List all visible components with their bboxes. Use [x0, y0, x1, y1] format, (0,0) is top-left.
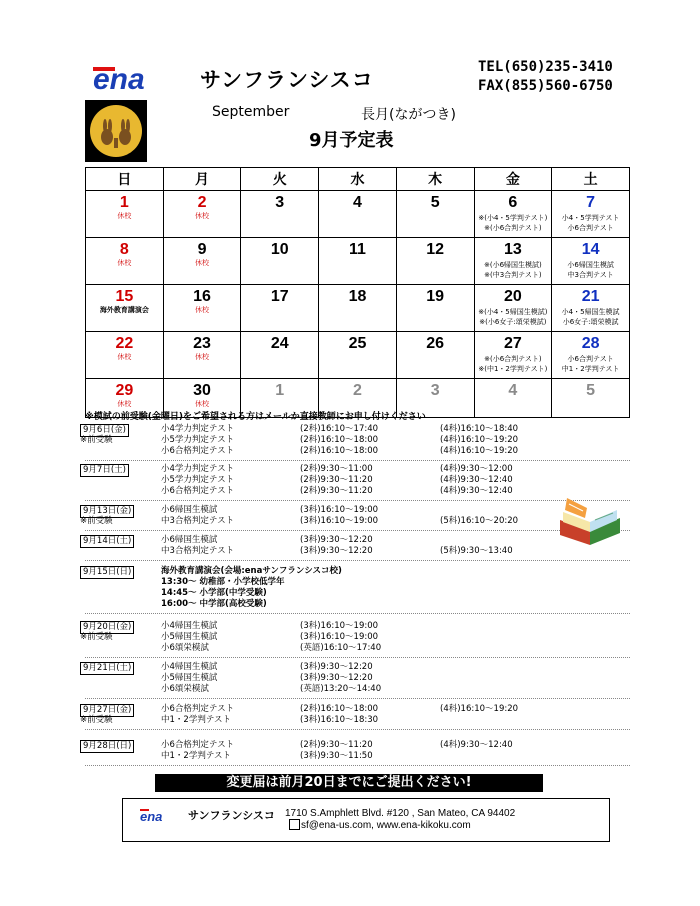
schedule-block [80, 704, 640, 726]
calendar-week-row [86, 332, 630, 379]
schedule-exam: 16:00〜 中学部(高校受験) [161, 599, 267, 609]
exam-note: ※(小6帰国生模試) [483, 261, 542, 269]
day-number: 2 [353, 382, 362, 399]
schedule-row [80, 751, 640, 762]
calendar-table [85, 167, 630, 418]
schedule-exam: 中1・2学判テスト [161, 751, 231, 761]
calendar-day-cell [86, 191, 164, 238]
event-label: 海外教育講演会 [99, 306, 149, 314]
schedule-row [80, 566, 640, 577]
schedule-time-a: (2科)16:10〜18:00 [300, 446, 379, 456]
day-number: 14 [581, 241, 600, 258]
dotted-divider [85, 530, 630, 531]
day-number: 26 [426, 335, 445, 352]
schedule-row [80, 475, 640, 486]
schedule-exam: 小6合格判定テスト [161, 486, 235, 496]
schedule-row [80, 577, 640, 588]
schedule-time-a: (2科)16:10〜18:00 [300, 704, 379, 714]
schedule-block [80, 621, 640, 654]
schedule-date: 9月28日(日) [80, 740, 134, 753]
schedule-row [80, 715, 640, 726]
day-number: 20 [503, 288, 522, 305]
calendar-day-cell [552, 379, 630, 418]
schedule-date: 9月6日(金) [80, 424, 129, 437]
schedule-time-a: (3科)9:30〜12:20 [300, 546, 373, 556]
schedule-time-a: (3科)9:30〜11:50 [300, 751, 373, 761]
weekday-header: 水 [319, 168, 397, 191]
schedule-row [80, 588, 640, 599]
schedule-exam: 小4学力判定テスト [161, 424, 235, 434]
schedule-exam: 小4学力判定テスト [161, 464, 235, 474]
schedule-block [80, 740, 640, 762]
day-number: 3 [275, 194, 285, 211]
svg-text:ena: ena [93, 63, 145, 92]
schedule-exam: 小6頌栄模試 [161, 643, 209, 653]
weekday-header: 土 [552, 168, 630, 191]
exam-note: 小6合判テスト [567, 355, 614, 363]
day-number: 12 [426, 241, 445, 258]
brand-name: サンフランシスコ [200, 68, 374, 92]
exam-note: 小4・5帰国生模試 [561, 308, 620, 316]
footer-contact: sf@ena-us.com, www.ena-kikoku.com [301, 820, 471, 831]
schedule-date: ※前受験 [80, 715, 113, 725]
calendar-day-cell [474, 238, 552, 285]
day-number: 4 [508, 382, 518, 399]
calendar-day-cell [396, 238, 474, 285]
schedule-exam: 14:45〜 小学部(中学受験) [161, 588, 267, 598]
ena-logo [93, 62, 191, 92]
footer-ena-logo [140, 808, 182, 822]
calendar-day-cell [474, 191, 552, 238]
schedule-row [80, 632, 640, 643]
day-number: 3 [430, 382, 440, 399]
schedule-row [80, 424, 640, 435]
schedule-exam: 小6合格判定テスト [161, 446, 235, 456]
calendar-week-row [86, 191, 630, 238]
day-number: 29 [115, 382, 134, 399]
exam-note: 小6女子:頌栄模試 [562, 318, 619, 326]
schedule-date: 9月27日(金) [80, 704, 134, 717]
exam-note: ※(小6合判テスト) [484, 355, 542, 363]
schedule-exam: 小5帰国生模試 [161, 632, 218, 642]
schedule-exam: 小5帰国生模試 [161, 673, 218, 683]
day-number: 7 [586, 194, 596, 211]
schedule-time-a: (2科)16:10〜18:00 [300, 435, 379, 445]
day-number: 11 [349, 241, 366, 258]
page-title: 9月予定表 [309, 130, 394, 151]
schedule-time-a: (2科)9:30〜11:20 [300, 486, 373, 496]
schedule-exam: 中3合格判定テスト [161, 546, 235, 556]
calendar-day-cell [163, 238, 241, 285]
schedule-time-b: (4科)16:10〜19:20 [440, 704, 519, 714]
day-number: 1 [119, 194, 129, 211]
calendar-day-cell [241, 238, 319, 285]
schedule-exam: 海外教育講演会(会場:enaサンフランシスコ校) [161, 566, 342, 576]
day-number: 23 [193, 335, 211, 352]
closed-label: 休校 [195, 259, 210, 267]
schedule-time-b: (5科)16:10〜20:20 [440, 516, 519, 526]
calendar-day-cell [396, 332, 474, 379]
day-number: 6 [508, 194, 518, 211]
calendar-day-cell [396, 285, 474, 332]
calendar-day-cell [241, 285, 319, 332]
calendar-day-cell [86, 332, 164, 379]
schedule-exam: 小6帰国生模試 [161, 505, 218, 515]
closed-label: 休校 [117, 400, 132, 408]
schedule-row [80, 684, 640, 695]
moon-rabbits-image [85, 100, 147, 162]
closed-label: 休校 [195, 306, 210, 314]
schedule-exam: 小5学力判定テスト [161, 475, 235, 485]
schedule-time-a: (3科)9:30〜12:20 [300, 662, 373, 672]
day-number: 1 [275, 382, 285, 399]
calendar-day-cell [474, 285, 552, 332]
calendar-day-cell [319, 332, 397, 379]
closed-label: 休校 [195, 212, 210, 220]
schedule-date: 9月21日(土) [80, 662, 134, 675]
day-number: 17 [270, 288, 289, 305]
schedule-time-a: (2科)9:30〜11:20 [300, 475, 373, 485]
calendar-day-cell [552, 332, 630, 379]
day-number: 5 [430, 194, 440, 211]
weekday-header: 木 [396, 168, 474, 191]
dotted-divider [85, 765, 630, 766]
calendar-day-cell [552, 285, 630, 332]
mail-icon [289, 819, 300, 830]
schedule-date: 9月20日(金) [80, 621, 134, 634]
tel-number: TEL(650)235-3410 [478, 59, 613, 75]
schedule-time-a: (英語)16:10〜17:40 [300, 643, 382, 653]
calendar-day-cell [319, 191, 397, 238]
svg-text:ena: ena [140, 809, 163, 822]
schedule-time-a: (2科)16:10〜17:40 [300, 424, 379, 434]
exam-note: 中1・2学判テスト [561, 365, 620, 373]
calendar-day-cell [163, 332, 241, 379]
open-book-icon [555, 490, 625, 550]
dotted-divider [85, 729, 630, 730]
schedule-exam: 中1・2学判テスト [161, 715, 231, 725]
schedule-date: ※前受験 [80, 435, 113, 445]
schedule-row [80, 673, 640, 684]
weekday-header: 日 [86, 168, 164, 191]
calendar-day-cell [552, 191, 630, 238]
dotted-divider [85, 698, 630, 699]
exam-note: 中3合判テスト [567, 271, 614, 279]
dotted-divider [85, 613, 630, 614]
day-number: 9 [197, 241, 207, 258]
weekday-header: 金 [474, 168, 552, 191]
footer-brand: サンフランシスコ [188, 809, 275, 822]
schedule-time-b: (4科)9:30〜12:40 [440, 475, 513, 485]
schedule-time-b: (4科)16:10〜19:20 [440, 446, 519, 456]
schedule-exam: 13:30〜 幼稚部・小学校低学年 [161, 577, 285, 587]
exam-note: 小4・5学判テスト [561, 214, 620, 222]
schedule-time-a: (3科)9:30〜12:20 [300, 535, 373, 545]
calendar-day-cell [241, 332, 319, 379]
day-number: 10 [270, 241, 289, 258]
closed-label: 休校 [117, 259, 132, 267]
weekday-header: 月 [163, 168, 241, 191]
schedule-exam: 小6帰国生模試 [161, 535, 218, 545]
exam-note: ※(小6合判テスト) [484, 224, 542, 232]
schedule-time-b: (4科)9:30〜12:00 [440, 464, 513, 474]
schedule-exam: 小5学力判定テスト [161, 435, 235, 445]
day-number: 25 [348, 335, 367, 352]
fax-number: FAX(855)560-6750 [478, 78, 613, 94]
calendar-body [86, 191, 630, 418]
calendar-day-cell [86, 285, 164, 332]
exam-note: ※(小4・5学判テスト) [478, 214, 548, 222]
dotted-divider [85, 500, 630, 501]
schedule-exam: 小4帰国生模試 [161, 621, 218, 631]
exam-note: ※(小6女子:頌栄模試) [479, 318, 547, 326]
schedule-time-a: (2科)9:30〜11:20 [300, 740, 373, 750]
footer-address: 1710 S.Amphlett Blvd. #120 , San Mateo, CA 94402 [285, 808, 516, 819]
schedule-time-a: (3科)9:30〜12:20 [300, 673, 373, 683]
schedule-row [80, 435, 640, 446]
schedule-row [80, 464, 640, 475]
schedule-date: ※前受験 [80, 632, 113, 642]
schedule-row [80, 446, 640, 457]
day-number: 15 [115, 288, 134, 305]
day-number: 21 [581, 288, 600, 305]
schedule-block [80, 424, 640, 457]
schedule-time-a: (英語)13:20〜14:40 [300, 684, 382, 694]
schedule-row [80, 599, 640, 610]
schedule-exam: 小6頌栄模試 [161, 684, 209, 694]
schedule-exam: 中3合格判定テスト [161, 516, 235, 526]
schedule-row [80, 740, 640, 751]
dotted-divider [85, 657, 630, 658]
exam-notice: ※模試の前受験(金曜日)をご希望される方はメールか直接教師にお申し付けください [85, 412, 426, 422]
contact-numbers [478, 58, 613, 96]
calendar-day-cell [474, 332, 552, 379]
closed-label: 休校 [117, 212, 132, 220]
day-number: 13 [503, 241, 522, 258]
day-number: 28 [581, 335, 600, 352]
schedule-row [80, 621, 640, 632]
schedule-time-b: (5科)9:30〜13:40 [440, 546, 513, 556]
schedule-date: 9月14日(土) [80, 535, 134, 548]
calendar-day-cell [163, 191, 241, 238]
day-number: 16 [193, 288, 211, 305]
closed-label: 休校 [117, 353, 132, 361]
calendar-day-cell [319, 285, 397, 332]
day-number: 19 [426, 288, 445, 305]
schedule-time-a: (3科)16:10〜19:00 [300, 505, 379, 515]
calendar-day-cell [319, 238, 397, 285]
schedule-date: 9月13日(金) [80, 505, 134, 518]
exam-note: ※(中3合判テスト) [484, 271, 542, 279]
deadline-banner: 変更届は前月20日までにご提出ください! [155, 774, 543, 792]
schedule-row [80, 704, 640, 715]
schedule-time-a: (2科)9:30〜11:00 [300, 464, 373, 474]
dotted-divider [85, 460, 630, 461]
exam-note: 小6合判テスト [567, 224, 614, 232]
calendar-week-row [86, 285, 630, 332]
day-number: 4 [353, 194, 362, 211]
day-number: 27 [503, 335, 522, 352]
schedule-date: ※前受験 [80, 516, 113, 526]
day-number: 5 [586, 382, 596, 399]
schedule-time-b: (4科)16:10〜19:20 [440, 435, 519, 445]
closed-label: 休校 [195, 353, 210, 361]
schedule-exam: 小6合格判定テスト [161, 740, 235, 750]
schedule-row [80, 643, 640, 654]
dotted-divider [85, 560, 630, 561]
day-number: 30 [193, 382, 211, 399]
calendar-day-cell [241, 191, 319, 238]
schedule-time-a: (3科)16:10〜19:00 [300, 621, 379, 631]
day-number: 18 [348, 288, 367, 305]
schedule-date: 9月7日(土) [80, 464, 129, 477]
schedule-time-b: (4科)9:30〜12:40 [440, 486, 513, 496]
schedule-time-a: (3科)16:10〜19:00 [300, 516, 379, 526]
month-japanese: 長月(ながつき) [361, 107, 456, 123]
calendar-day-cell [86, 238, 164, 285]
day-number: 24 [270, 335, 289, 352]
schedule-block [80, 662, 640, 695]
calendar-day-cell [163, 285, 241, 332]
schedule-row [80, 662, 640, 673]
schedule-time-a: (3科)16:10〜18:30 [300, 715, 379, 725]
month-english: September [212, 104, 290, 120]
closed-label: 休校 [195, 400, 210, 408]
schedule-time-b: (4科)16:10〜18:40 [440, 424, 519, 434]
weekday-header-row [86, 168, 630, 191]
exam-note: ※(中1・2学判テスト) [478, 365, 548, 373]
exam-note: ※(小4・5帰国生模試) [478, 308, 548, 316]
schedule-time-a: (3科)16:10〜19:00 [300, 632, 379, 642]
schedule-exam: 小6合格判定テスト [161, 704, 235, 714]
schedule-date: 9月15日(日) [80, 566, 134, 579]
calendar-day-cell [552, 238, 630, 285]
schedule-block [80, 566, 640, 610]
weekday-header: 火 [241, 168, 319, 191]
exam-note: 小6帰国生模試 [567, 261, 614, 269]
calendar-day-cell [396, 191, 474, 238]
calendar-week-row [86, 238, 630, 285]
schedule-exam: 小4帰国生模試 [161, 662, 218, 672]
calendar-day-cell [474, 379, 552, 418]
day-number: 2 [197, 194, 207, 211]
day-number: 22 [115, 335, 134, 352]
day-number: 8 [119, 241, 129, 258]
schedule-time-b: (4科)9:30〜12:40 [440, 740, 513, 750]
